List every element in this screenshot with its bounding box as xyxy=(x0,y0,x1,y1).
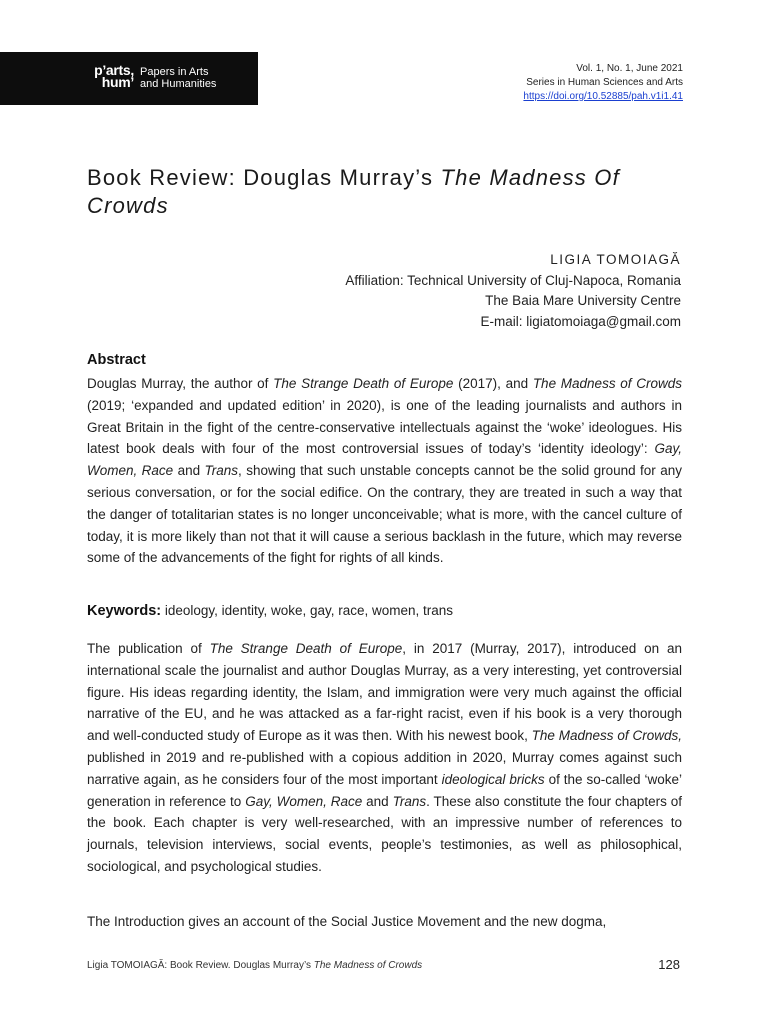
title-prefix: Book Review: Douglas Murray’s xyxy=(87,165,441,190)
author-centre: The Baia Mare University Centre xyxy=(485,293,681,308)
title-book: The Madness Of Crowds xyxy=(87,165,620,218)
doi-link[interactable]: https://doi.org/10.52885/pah.v1i1.41 xyxy=(523,91,683,102)
author-block xyxy=(345,250,681,332)
running-footer xyxy=(87,960,422,971)
logo-mark-line1: p’arts, xyxy=(94,62,134,78)
journal-logo xyxy=(0,52,258,105)
body-paragraph-1: The publication of The Strange Death of Europe, in 2017 (Murray, 2017), introduced on an international scale the journalist and author Douglas Murray, as a very interesting, yet controversial figure. His ideas regarding identity, the Islam, and immigration were very much against the official narrative of the EU, and he was attacked as a far-right racist, even if his book is a very thorough and well-conducted study of Europe as it was then. With his newest book, The Madness of Crowds, published in 2019 and re-published with a copious addition in 2020, Murray comes against such narrative again, as he considers four of the most important ideological bricks of the so-called ‘woke’ generation in reference to Gay, Women, Race and Trans. These also constitute the four chapters of the book. Each chapter is very well-researched, with an impressive number of references to journals, television interviews, social events, people’s testimonies, as well as philosophical, sociological, and psychological studies. xyxy=(87,641,683,874)
series-info: Series in Human Sciences and Arts xyxy=(526,77,683,88)
keywords xyxy=(87,603,453,619)
keywords-value: ideology, identity, woke, gay, race, women, trans xyxy=(161,603,454,618)
abstract-heading: Abstract xyxy=(87,352,146,368)
abstract-text: Douglas Murray, the author of The Strange Death of Europe (2017), and The Madness of Crowds (2019; ‘expanded and updated edition’ in 2020), is one of the leading journalists and authors in Great Britain in the fight of the centre-conservative intellectuals against the ‘woke’ ideologues. His latest book deals with four of the most controversial issues of today’s ‘identity ideology’: Gay, Women, Race and Trans, showing that such unstable concepts cannot be the solid ground for any serious conversation, or for the social edifice. On the contrary, they are treated in such a way that the danger of totalitarian states is no longer unconceivable; what is more, with the cancel culture of today, it is more likely than not that it will cause a serious backlash in the future, which may reverse some of the advancements of the fight for rights of all kinds. xyxy=(87,376,683,566)
author-affiliation: Affiliation: Technical University of Cluj-Napoca, Romania xyxy=(345,272,681,288)
logo-text-line2: and Humanities xyxy=(140,78,217,90)
footer-book-title: The Madness of Crowds xyxy=(313,960,423,971)
author-email: E-mail: ligiatomoiaga@gmail.com xyxy=(480,313,681,329)
logo-text-line1: Papers in Arts xyxy=(140,66,209,78)
volume-info: Vol. 1, No. 1, June 2021 xyxy=(576,63,683,74)
issue-meta xyxy=(523,62,683,104)
logo-text xyxy=(140,66,216,90)
keywords-label: Keywords: xyxy=(87,603,162,619)
footer-prefix: Ligia TOMOIAGĂ: Book Review. Douglas Murray’s xyxy=(87,960,314,971)
logo-mark-line2: hum’ xyxy=(101,74,134,90)
page-number: 128 xyxy=(658,957,680,972)
body-paragraph-2: The Introduction gives an account of the Social Justice Movement and the new dogma, xyxy=(87,914,607,929)
author-name: LIGIA TOMOIAGĂ xyxy=(550,252,681,267)
logo-mark xyxy=(86,64,134,88)
page-title xyxy=(87,164,687,220)
